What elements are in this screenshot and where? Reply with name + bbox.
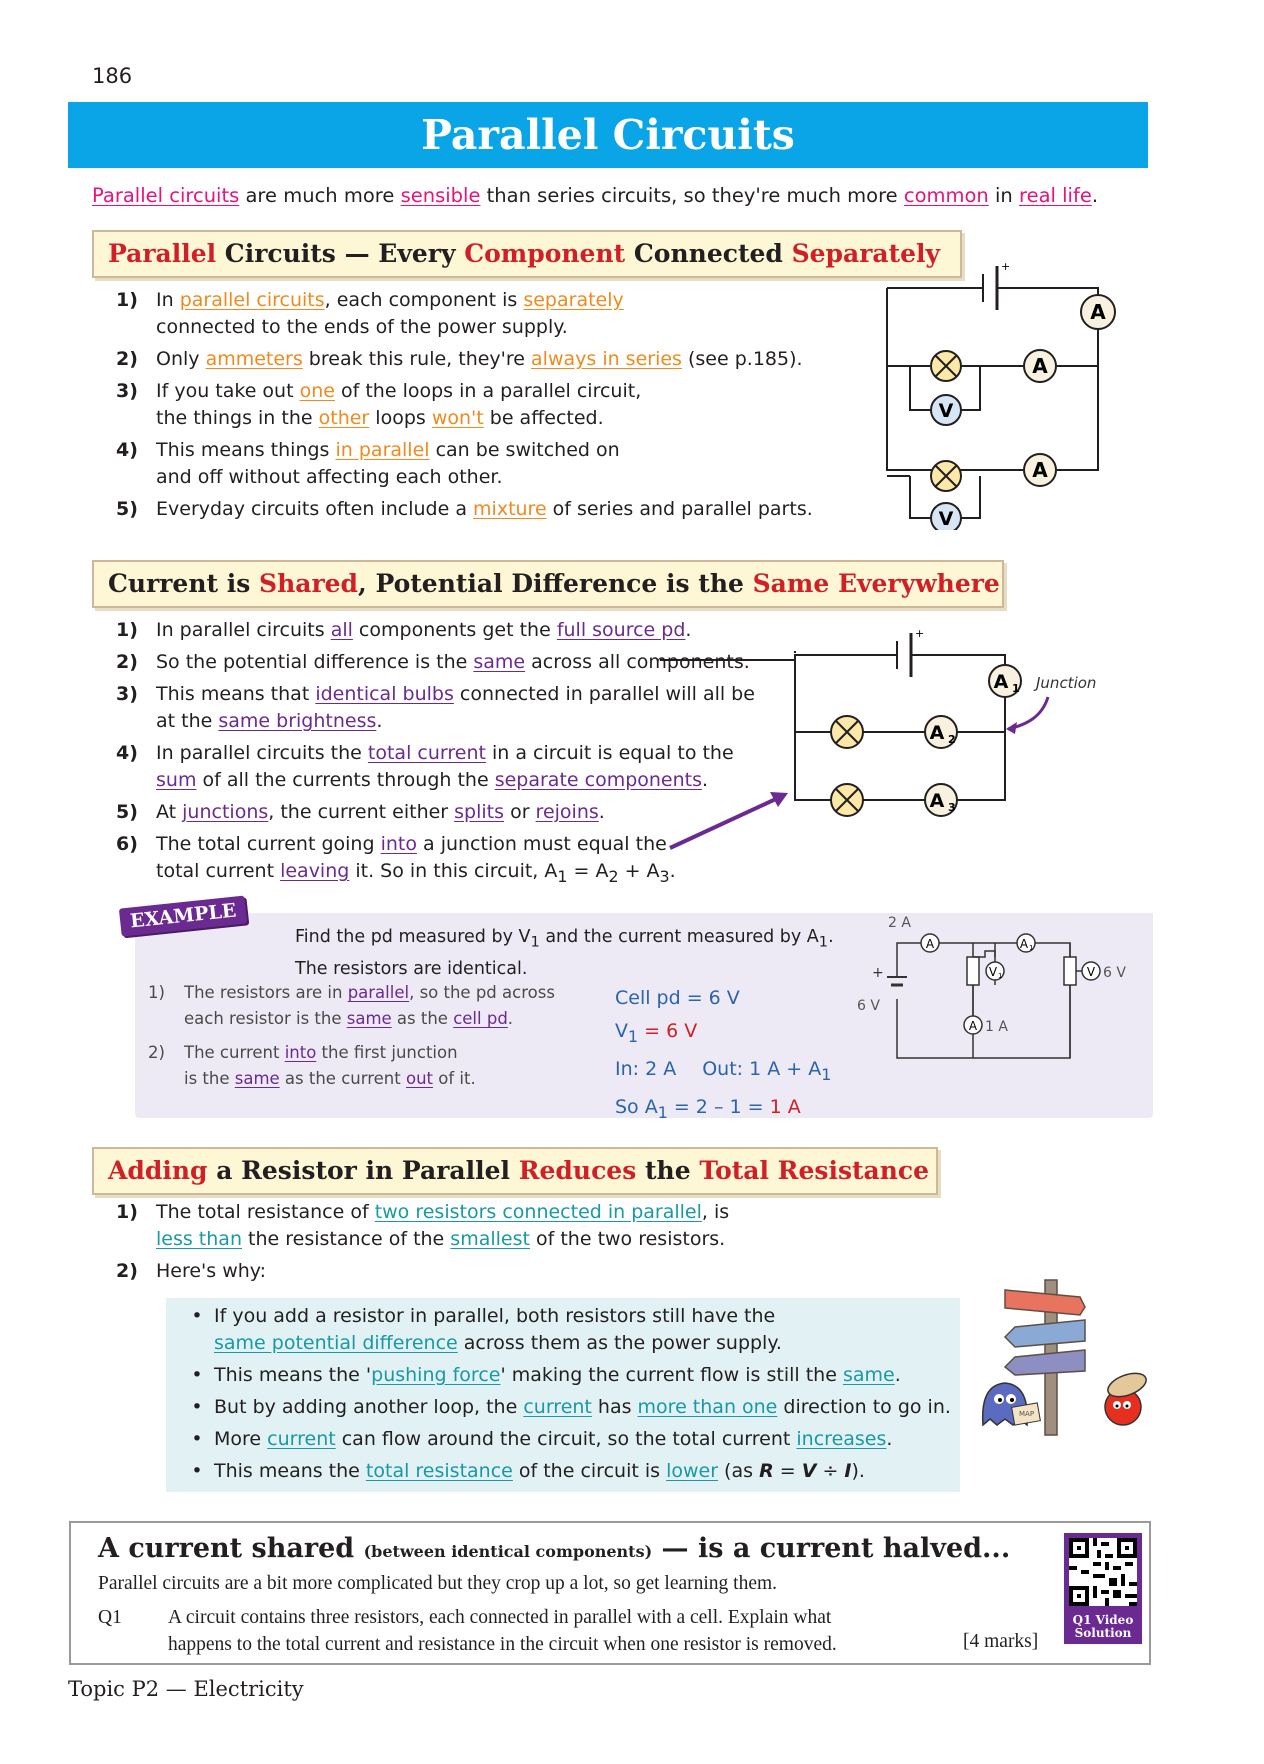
item-text <box>156 437 620 491</box>
bullet-icon: • <box>191 1305 203 1327</box>
text-part: it. So in this circuit, A <box>349 860 558 882</box>
subscript: 2 <box>608 866 619 886</box>
text-part: the things in the <box>156 407 319 429</box>
plus-label: + <box>872 965 884 981</box>
signpost-arrow-icon <box>1005 1350 1085 1375</box>
summary-title <box>98 1533 1010 1564</box>
text-part: of all the currents through the <box>196 769 495 791</box>
list-item <box>116 1199 756 1253</box>
list-item <box>116 1258 756 1285</box>
text-part: a junction must equal the <box>416 833 667 855</box>
voltmeter-icon <box>1082 962 1100 980</box>
heading-part: Current is <box>108 569 260 598</box>
text-part: This means that <box>156 683 316 705</box>
subscript: 1 <box>557 866 568 886</box>
subscript: 1 <box>657 1102 668 1122</box>
ammeter-label: A <box>968 1019 978 1033</box>
text-part: The current <box>184 1043 285 1062</box>
keyword: pushing force <box>371 1364 501 1386</box>
ammeter-label: A <box>1019 937 1029 951</box>
text-part: . <box>702 769 709 791</box>
text-part: + A <box>618 860 660 882</box>
text-part: (as <box>718 1460 760 1482</box>
text-part: So A <box>615 1095 658 1118</box>
bullet-item <box>180 1303 960 1357</box>
answer-value: 1 A <box>769 1095 801 1118</box>
voltmeter-icon <box>931 503 961 530</box>
text-part: the first junction <box>316 1043 458 1062</box>
keyword: separately <box>523 289 624 311</box>
keyword: out <box>405 1069 434 1088</box>
intro-text-part: . <box>1091 184 1099 207</box>
topic-footer: Topic P2 — Electricity <box>68 1677 304 1701</box>
section3-list <box>116 1199 756 1290</box>
heading-part: Total Resistance <box>699 1156 930 1185</box>
voltmeter-label: V <box>938 400 954 422</box>
text-part: components get the <box>352 619 557 641</box>
heading-part: a Resistor in Parallel <box>207 1156 519 1185</box>
keyword: sum <box>156 769 197 791</box>
item-text <box>156 378 641 432</box>
item-number: 4) <box>116 439 138 461</box>
voltmeter-label: V <box>1086 965 1096 979</box>
text-part: At <box>156 801 183 823</box>
item-number: 5) <box>116 498 138 520</box>
example-question <box>295 924 834 982</box>
item-text <box>156 346 803 373</box>
keyword: won't <box>431 407 484 429</box>
intro-text <box>92 184 1098 207</box>
bullet-item <box>180 1394 960 1421</box>
ammeter-icon <box>1081 295 1115 329</box>
plus-label: + <box>915 627 925 640</box>
text-part: The total current going <box>156 833 381 855</box>
intro-text-part: are much more <box>239 184 401 207</box>
text-part: as the <box>391 1009 454 1028</box>
item-number: 1) <box>116 289 138 311</box>
text-part: in a circuit is equal to the <box>485 742 734 764</box>
text-part: = 2 – 1 = <box>667 1095 770 1118</box>
list-item <box>116 287 836 341</box>
heading-part: Separately <box>791 239 941 268</box>
six-volt-meter-label: 6 V <box>1103 965 1126 981</box>
keyword: leaving <box>280 860 350 882</box>
text-part: In <box>156 289 180 311</box>
intro-link-sensible: sensible <box>400 184 481 207</box>
summary-line: Parallel circuits are a bit more complicated but they crop up a lot, so get learning them. <box>98 1573 778 1594</box>
ammeter-subscript: 2 <box>948 733 956 746</box>
item-number: 5) <box>116 801 138 823</box>
heading-part: Same Everywhere <box>752 569 1000 598</box>
heading-part: Circuits — Every <box>216 239 465 268</box>
formula-symbol: R <box>759 1460 774 1482</box>
text-part: So the potential difference is the <box>156 651 474 673</box>
keyword: current <box>523 1396 592 1418</box>
item-text <box>156 831 676 890</box>
bullet-icon: • <box>191 1364 203 1386</box>
subscript: 1 <box>821 1064 832 1084</box>
step-text <box>184 1040 476 1092</box>
step-number: 2) <box>148 1043 165 1062</box>
voltmeter-v1-icon <box>986 962 1004 980</box>
item-number: 1) <box>116 619 138 641</box>
plus-label: + <box>1001 260 1011 273</box>
text-part: , so the pd across <box>409 983 555 1002</box>
bullet-item <box>180 1426 960 1453</box>
title-banner <box>68 102 1148 168</box>
bullet-text <box>214 1458 865 1485</box>
text-part: . <box>598 801 605 823</box>
example-badge: EXAMPLE <box>119 895 248 936</box>
keyword: same <box>473 651 526 673</box>
map-label: MAP <box>1019 1410 1035 1418</box>
qr-label <box>1069 1614 1137 1640</box>
item-number: 2) <box>116 651 138 673</box>
keyword: less than <box>156 1228 242 1250</box>
example-step <box>148 980 555 1032</box>
answer-value: = 6 V <box>638 1020 698 1042</box>
text-part: . <box>507 1009 514 1028</box>
heading-part: , Potential Difference is the <box>358 569 753 598</box>
list-item <box>116 346 836 373</box>
item-text <box>156 799 605 826</box>
text-part: ' making the current flow is still the <box>500 1364 843 1386</box>
ammeter-subscript: 1 <box>1012 682 1020 695</box>
text-part: , each component is <box>324 289 524 311</box>
keyword: ammeters <box>205 348 303 370</box>
item-text <box>156 740 734 794</box>
text-part: and the current measured by A <box>539 927 819 947</box>
item-text: Here's why: <box>156 1260 267 1282</box>
text-part: and off without affecting each other. <box>156 466 503 488</box>
qr-video-solution[interactable] <box>1064 1533 1142 1644</box>
subscript: 1 <box>818 933 829 951</box>
text-part: of series and parallel parts. <box>546 498 813 520</box>
keyword: total current <box>367 742 486 764</box>
summary-question <box>98 1604 837 1658</box>
ammeter-a2-icon <box>925 716 957 748</box>
text-part: loops <box>369 407 432 429</box>
heading-part: the <box>636 1156 700 1185</box>
heading-part: Component <box>464 239 626 268</box>
keyword: same <box>234 1069 280 1088</box>
signpost-arrow-icon <box>1005 1290 1085 1315</box>
text-part: In parallel circuits the <box>156 742 368 764</box>
text-part: has <box>591 1396 638 1418</box>
current-sharing-diagram <box>780 625 1120 825</box>
text-part: Solution <box>1074 1626 1132 1640</box>
item-text <box>156 617 691 644</box>
text-part: . <box>894 1364 901 1386</box>
ammeter-a1-icon <box>989 665 1021 697</box>
item-number: 3) <box>116 683 138 705</box>
text-part: This means things <box>156 439 336 461</box>
bullet-text <box>214 1394 951 1421</box>
explorer-character-icon <box>1105 1369 1149 1425</box>
text-part: direction to go in. <box>777 1396 951 1418</box>
text-part: . <box>376 710 383 732</box>
question-number: Q1 <box>98 1607 122 1628</box>
keyword: increases <box>796 1428 887 1450</box>
text-part: happens to the total current and resistance in the circuit when one resistor is removed. <box>168 1634 837 1655</box>
ammeter-label: A <box>1032 458 1048 482</box>
section3-heading <box>92 1147 938 1195</box>
section1-list <box>116 287 836 528</box>
text-part: ÷ <box>816 1460 845 1482</box>
heading-part: Parallel <box>108 239 217 268</box>
ammeter-subscript: 1 <box>1029 944 1034 952</box>
item-number: 2) <box>116 348 138 370</box>
formula-symbol: V <box>801 1460 817 1482</box>
keyword: mixture <box>473 498 547 520</box>
keyword: same <box>346 1009 392 1028</box>
text-part: (between identical components) <box>363 1542 653 1561</box>
text-part: V <box>615 1020 628 1042</box>
text-part: . <box>886 1428 893 1450</box>
bullet-icon: • <box>191 1460 203 1482</box>
subscript: 3 <box>659 866 670 886</box>
step-number: 1) <box>148 983 165 1002</box>
item-text <box>156 287 624 341</box>
text-part: If you add a resistor in parallel, both resistors still have the <box>214 1305 776 1327</box>
keyword: splits <box>454 801 505 823</box>
example-steps <box>148 980 555 1100</box>
text-part: , the current either <box>268 801 455 823</box>
keyword: cell pd <box>453 1009 508 1028</box>
keyword: same potential difference <box>214 1332 458 1354</box>
heading-part: Shared <box>259 569 359 598</box>
signpost-arrow-icon <box>1005 1320 1085 1347</box>
keyword: in parallel <box>335 439 430 461</box>
text-part: or <box>504 801 536 823</box>
ammeter-label: A <box>929 722 945 744</box>
page-number: 186 <box>92 64 133 88</box>
ammeter-label: A <box>993 671 1009 693</box>
keyword: junctions <box>182 801 269 823</box>
list-item <box>116 496 836 523</box>
text-part: — is a current halved... <box>652 1533 1011 1564</box>
text-part: This means the ' <box>214 1364 372 1386</box>
text-part: of the circuit is <box>512 1460 667 1482</box>
intro-text-part: in <box>988 184 1019 207</box>
text-part: But by adding another loop, the <box>214 1396 524 1418</box>
text-part: is the <box>184 1069 235 1088</box>
keyword: full source pd <box>556 619 686 641</box>
example-step <box>148 1040 555 1092</box>
page-title: Parallel Circuits <box>421 111 795 159</box>
keyword: same <box>842 1364 895 1386</box>
ammeter-a1-icon <box>1017 934 1035 952</box>
text-part: ). <box>851 1460 865 1482</box>
answer-line <box>615 1053 831 1091</box>
keyword: always in series <box>531 348 682 370</box>
answer-line <box>615 1091 831 1129</box>
formula-symbol: I <box>844 1460 852 1482</box>
text-part: break this rule, they're <box>302 348 532 370</box>
list-item <box>116 378 836 432</box>
text-part: A circuit contains three resistors, each connected in parallel with a cell. Explain what <box>168 1607 832 1628</box>
subscript: 1 <box>530 933 540 951</box>
two-amp-label: 2 A <box>888 915 911 931</box>
bullet-item <box>180 1458 960 1485</box>
text-part: In parallel circuits <box>156 619 331 641</box>
text-part: Out: 1 A + A <box>702 1057 822 1080</box>
text-part: The resistors are in <box>184 983 348 1002</box>
text-part: across all components. <box>525 651 750 673</box>
ammeter-label: A <box>1032 354 1048 378</box>
text-part: connected to the ends of the power supply. <box>156 316 568 338</box>
keyword: into <box>380 833 417 855</box>
text-part: A current shared <box>98 1533 364 1564</box>
bullet-icon: • <box>191 1396 203 1418</box>
text-part: , is <box>701 1201 730 1223</box>
subscript: 1 <box>628 1026 639 1046</box>
ammeter-label: A <box>1090 300 1106 324</box>
list-item <box>116 437 836 491</box>
voltmeter-label: V <box>938 508 954 530</box>
text-part: = A <box>567 860 609 882</box>
question-text <box>168 1604 837 1658</box>
keyword: more than one <box>637 1396 778 1418</box>
six-volt-cell-label: 6 V <box>857 998 880 1014</box>
keyword: all <box>330 619 353 641</box>
ghost-character-icon <box>983 1383 1041 1425</box>
junction-arrowhead <box>1006 722 1017 734</box>
intro-link-parallel-circuits: Parallel circuits <box>92 184 240 207</box>
pointer-arrow-line <box>670 798 778 848</box>
answer-line: Cell pd = 6 V <box>615 987 740 1009</box>
text-part: across them as the power supply. <box>457 1332 782 1354</box>
ammeter-icon <box>1024 454 1056 486</box>
text-part: (see p.185). <box>681 348 803 370</box>
bullet-icon: • <box>191 1428 203 1450</box>
keyword: same brightness <box>218 710 377 732</box>
pointer-arrow <box>660 780 800 860</box>
keyword: into <box>284 1043 317 1062</box>
text-part: each resistor is the <box>184 1009 347 1028</box>
ammeter-icon <box>921 934 939 952</box>
keyword: rejoins <box>535 801 599 823</box>
voltmeter-label: V <box>988 965 998 979</box>
text-part: More <box>214 1428 268 1450</box>
heading-part: Reduces <box>518 1156 637 1185</box>
voltmeter-subscript: 1 <box>998 972 1003 980</box>
text-part: This means the <box>214 1460 366 1482</box>
keyword: smallest <box>450 1228 530 1250</box>
text-part: as the current <box>279 1069 406 1088</box>
ammeter-label: A <box>925 937 935 951</box>
text-part: The total resistance of <box>156 1201 375 1223</box>
item-number: 6) <box>116 833 138 855</box>
text-part: be affected. <box>483 407 604 429</box>
heading-part: Adding <box>108 1156 208 1185</box>
answer-line <box>615 1015 831 1053</box>
qr-code-icon <box>1069 1538 1137 1606</box>
text-part: of it. <box>433 1069 476 1088</box>
section2-heading <box>92 560 1004 608</box>
example-answer <box>615 982 831 1128</box>
keyword: total resistance <box>365 1460 513 1482</box>
lamp-icon <box>931 351 961 381</box>
intro-text-part: than series circuits, so they're much more <box>480 184 904 207</box>
keyword: lower <box>666 1460 719 1482</box>
text-part: The resistors are identical. <box>295 958 528 979</box>
text-part: total current <box>156 860 281 882</box>
example-circuit-diagram <box>855 915 1135 1065</box>
lamp-icon <box>831 716 863 748</box>
ammeter-subscript: 3 <box>948 801 956 814</box>
keyword: two resistors connected in parallel <box>374 1201 702 1223</box>
keyword: parallel <box>347 983 410 1002</box>
one-amp-label: 1 A <box>985 1019 1008 1035</box>
text-part: Find the pd measured by V <box>295 927 531 947</box>
text-part: can flow around the circuit, so the total current <box>335 1428 797 1450</box>
keyword: parallel circuits <box>179 289 325 311</box>
bullet-text <box>214 1362 901 1389</box>
explanation-bullets <box>180 1303 960 1490</box>
text-part: . <box>685 619 692 641</box>
bullet-text <box>214 1426 892 1453</box>
ammeter-a3-icon <box>925 784 957 816</box>
text-part: If you take out <box>156 380 300 402</box>
item-number: 4) <box>116 742 138 764</box>
text-part: at the <box>156 710 219 732</box>
item-number: 3) <box>116 380 138 402</box>
text-part: . <box>828 927 834 947</box>
text-part: can be switched on <box>429 439 620 461</box>
signpost-illustration <box>975 1275 1155 1445</box>
bullet-item <box>180 1362 960 1389</box>
text-part: Q1 Video <box>1072 1613 1134 1627</box>
text-part: Only <box>156 348 206 370</box>
text-part: the resistance of the <box>241 1228 451 1250</box>
item-text <box>156 1199 729 1253</box>
heading-part: Connected <box>625 239 792 268</box>
intro-link-real-life: real life <box>1018 184 1092 207</box>
item-number: 1) <box>116 1201 138 1223</box>
step-text <box>184 980 555 1032</box>
intro-link-common: common <box>903 184 989 207</box>
keyword: other <box>318 407 370 429</box>
text-part: of the loops in a parallel circuit, <box>334 380 642 402</box>
keyword: identical bulbs <box>315 683 454 705</box>
lamp-icon <box>931 461 961 491</box>
text-part: In: 2 A <box>615 1057 677 1080</box>
ammeter-icon <box>1024 350 1056 382</box>
item-number: 2) <box>116 1260 138 1282</box>
lamp-icon <box>831 784 863 816</box>
ammeter-icon <box>964 1016 982 1034</box>
keyword: separate components <box>494 769 703 791</box>
question-marks: [4 marks] <box>963 1631 1039 1652</box>
text-part: Everyday circuits often include a <box>156 498 474 520</box>
text-part: of the two resistors. <box>529 1228 726 1250</box>
section1-heading <box>92 230 962 278</box>
circuit-diagram-1 <box>880 260 1140 530</box>
item-text <box>156 496 813 523</box>
junction-label: Junction <box>1036 674 1097 692</box>
ammeter-label: A <box>929 790 945 812</box>
text-part: . <box>669 860 676 882</box>
bullet-text <box>214 1303 782 1357</box>
text-part: = <box>773 1460 802 1482</box>
voltmeter-icon <box>931 395 961 425</box>
keyword: current <box>267 1428 336 1450</box>
keyword: one <box>299 380 335 402</box>
text-part: connected in parallel will all be <box>453 683 755 705</box>
